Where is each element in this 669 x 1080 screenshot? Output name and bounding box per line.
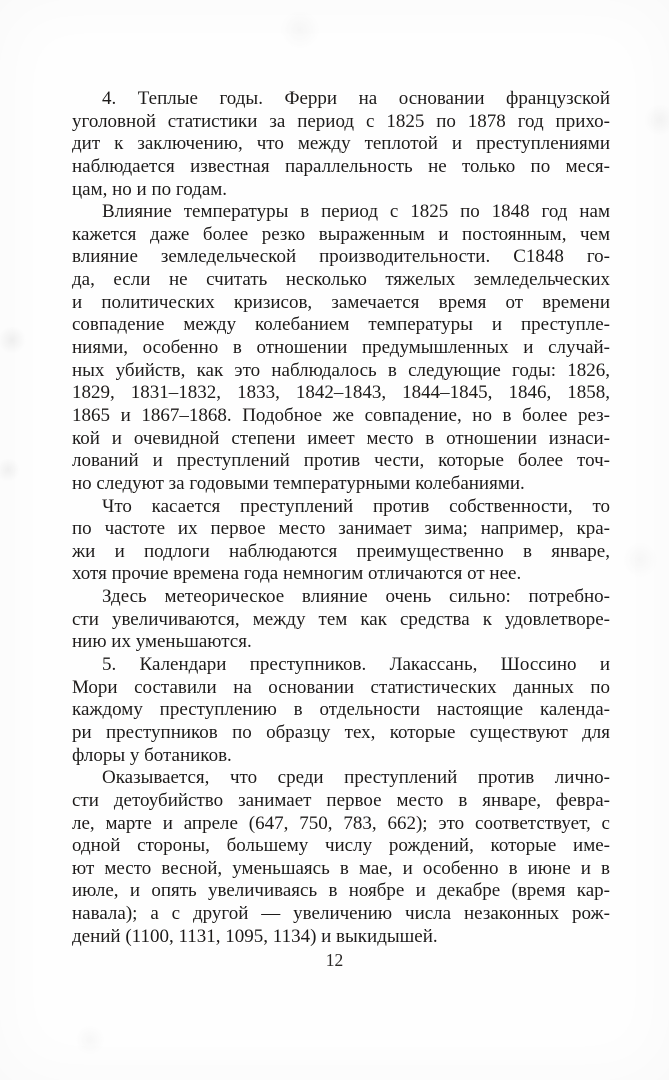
- text-line: дений (1100, 1131, 1095, 1134) и выкидышей.: [72, 925, 438, 947]
- text-line: жи и подлоги наблюдаются преимущественно в январе,: [72, 540, 610, 562]
- text-line: ют место весной, уменьшаясь в мае, и особенно в июне и в: [72, 857, 610, 879]
- text-line: по частоте их первое место занимает зима; например, кра-: [72, 518, 610, 540]
- text-line: хотя прочие времена года немногим отличаются от нее.: [72, 563, 522, 585]
- text-line: навала); а с другой — увеличению числа незаконных рож-: [72, 903, 610, 925]
- text-line: цам, но и по годам.: [72, 178, 228, 200]
- text-line: да, если не считать несколько тяжелых земледельческих: [72, 269, 610, 291]
- text-line: 5. Календари преступников. Лакассань, Шоссино и: [102, 654, 610, 676]
- paragraph: [72, 496, 610, 587]
- text-line: уголовной статистики за период с 1825 по 1878 год прихо-: [72, 110, 610, 132]
- text-line: 4. Теплые годы. Ферри на основании французской: [102, 88, 610, 109]
- paragraph: [72, 201, 610, 495]
- text-line: каждому преступлению в отдельности настоящие календа-: [72, 699, 610, 721]
- page-number: 12: [325, 950, 344, 970]
- paragraph: [72, 88, 610, 201]
- text-line: совпадение между колебанием температуры и преступле-: [72, 314, 610, 336]
- text-line: и политических кризисов, замечается время от времени: [72, 291, 610, 313]
- text-line: 1829, 1831–1832, 1833, 1842–1843, 1844–1845, 1846, 1858,: [72, 382, 610, 404]
- text-line: Оказывается, что среди преступлений против лично-: [102, 767, 610, 789]
- text-line: но следуют за годовыми температурными колебаниями.: [72, 472, 525, 494]
- paragraph: [72, 654, 610, 767]
- text-block: [72, 88, 610, 948]
- text-line: Что касается преступлений против собственности, то: [102, 495, 610, 517]
- text-line: июле, и опять увеличиваясь в ноябре и декабре (время кар-: [72, 880, 610, 902]
- text-line: сти увеличиваются, между тем как средства к удовлетворе-: [72, 608, 610, 630]
- paragraph: [72, 767, 610, 948]
- paragraph: [72, 586, 610, 654]
- text-line: флоры у ботаников.: [72, 744, 232, 766]
- text-line: нию их уменьшаются.: [72, 631, 252, 653]
- text-line: лований и преступлений против чести, которые более точ-: [72, 450, 610, 472]
- text-line: одной стороны, большему числу рождений, которые име-: [72, 835, 610, 857]
- text-line: Мори составили на основании статистических данных по: [72, 676, 610, 698]
- text-line: кажется даже более резко выраженным и постоянным, чем: [72, 223, 610, 245]
- text-line: ри преступников по образцу тех, которые существуют для: [72, 721, 610, 743]
- text-line: 1865 и 1867–1868. Подобное же совпадение, но в более рез-: [72, 404, 610, 426]
- text-line: влияние земледельческой производительности. С1848 го-: [72, 246, 610, 268]
- text-line: кой и очевидной степени имеет место в отношении изнаси-: [72, 427, 610, 449]
- text-line: сти детоубийство занимает первое место в январе, февра-: [72, 789, 610, 811]
- text-line: ных убийств, как это наблюдалось в следующие годы: 1826,: [72, 359, 610, 381]
- text-line: Влияние температуры в период с 1825 по 1848 год нам: [102, 201, 610, 223]
- text-line: наблюдается известная параллельность не только по меся-: [72, 155, 610, 177]
- text-line: ниями, особенно в отношении предумышленных и случай-: [72, 337, 610, 359]
- text-line: ле, марте и апреле (647, 750, 783, 662); это соответствует, с: [72, 812, 610, 834]
- text-line: дит к заключению, что между теплотой и преступлениями: [72, 133, 610, 155]
- text-line: Здесь метеорическое влияние очень сильно: потребно-: [102, 586, 610, 608]
